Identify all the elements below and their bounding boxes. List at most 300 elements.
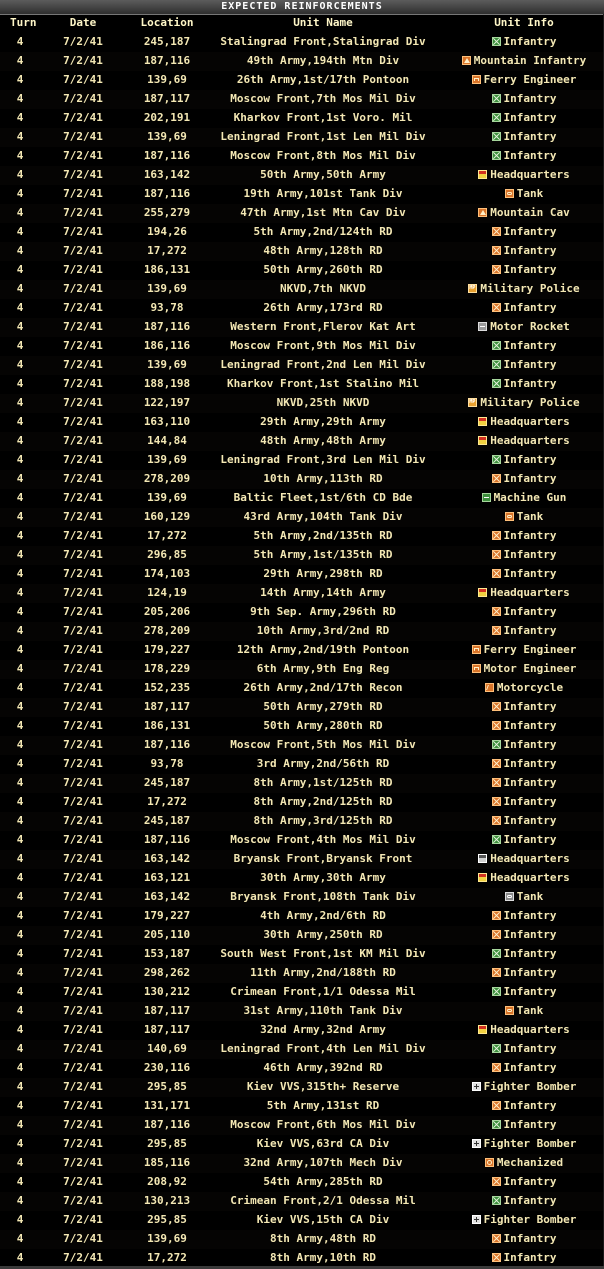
cell-unit-name[interactable]: Moscow Front,6th Mos Mil Div xyxy=(230,1118,416,1131)
cell-location: 163,142 xyxy=(143,852,191,865)
table-row[interactable] xyxy=(0,33,604,52)
unit-type-label: Infantry xyxy=(503,776,557,789)
infantry-orange-icon xyxy=(492,246,501,255)
cell-date: 7/2/41 xyxy=(63,415,103,428)
table-row[interactable] xyxy=(0,831,604,850)
cell-unit-name[interactable]: Kharkov Front,1st Voro. Mil xyxy=(233,111,413,124)
cell-unit-name[interactable]: 5th Army,2nd/124th RD xyxy=(253,225,393,238)
table-row[interactable] xyxy=(0,394,604,413)
cell-location: 122,197 xyxy=(143,396,191,409)
unit-type-label: Headquarters xyxy=(490,871,570,884)
table-row[interactable] xyxy=(0,660,604,679)
cell-unit-name[interactable]: Stalingrad Front,Stalingrad Div xyxy=(220,35,426,48)
cell-unit-info xyxy=(450,1061,598,1074)
table-row[interactable] xyxy=(0,299,604,318)
table-row[interactable] xyxy=(0,318,604,337)
table-row[interactable] xyxy=(0,736,604,755)
cell-turn: 4 xyxy=(16,187,24,200)
header-location[interactable]: Location xyxy=(140,16,194,29)
cell-date: 7/2/41 xyxy=(63,396,103,409)
cell-unit-name[interactable]: 5th Army,131st RD xyxy=(266,1099,380,1112)
cell-unit-info xyxy=(450,415,598,428)
infantry-green-icon xyxy=(492,113,501,122)
motor-rocket-icon xyxy=(478,322,487,331)
cell-turn: 4 xyxy=(16,111,24,124)
cell-turn: 4 xyxy=(16,1118,24,1131)
unit-type-label: Motor Rocket xyxy=(490,320,570,333)
cell-unit-name[interactable]: Bryansk Front,Bryansk Front xyxy=(233,852,413,865)
cell-unit-info xyxy=(450,92,598,105)
table-row[interactable] xyxy=(0,774,604,793)
table-row[interactable] xyxy=(0,280,604,299)
cell-turn: 4 xyxy=(16,909,24,922)
table-row[interactable] xyxy=(0,489,604,508)
tank-icon xyxy=(505,1006,514,1015)
unit-type-label: Infantry xyxy=(503,814,557,827)
unit-type-label: Tank xyxy=(516,187,544,200)
cell-location: 163,121 xyxy=(143,871,191,884)
cell-date: 7/2/41 xyxy=(63,339,103,352)
table-row[interactable] xyxy=(0,1154,604,1173)
table-row[interactable] xyxy=(0,71,604,90)
cell-turn: 4 xyxy=(16,719,24,732)
table-row[interactable] xyxy=(0,793,604,812)
cell-date: 7/2/41 xyxy=(63,662,103,675)
table-row[interactable] xyxy=(0,1097,604,1116)
cell-location: 17,272 xyxy=(147,1251,187,1264)
cell-turn: 4 xyxy=(16,510,24,523)
table-row[interactable] xyxy=(0,451,604,470)
cell-unit-name[interactable]: 8th Army,48th RD xyxy=(270,1232,376,1245)
cell-location: 178,229 xyxy=(143,662,191,675)
table-row[interactable] xyxy=(0,755,604,774)
table-row[interactable] xyxy=(0,356,604,375)
cell-location: 187,116 xyxy=(143,149,191,162)
table-row[interactable] xyxy=(0,1059,604,1078)
cell-unit-name[interactable]: 30th Army,250th RD xyxy=(263,928,383,941)
cell-turn: 4 xyxy=(16,1232,24,1245)
cell-unit-name[interactable]: 46th Army,392nd RD xyxy=(263,1061,383,1074)
cell-unit-info xyxy=(450,1175,598,1188)
cell-unit-info xyxy=(450,434,598,447)
cell-date: 7/2/41 xyxy=(63,301,103,314)
cell-unit-name[interactable]: 10th Army,3rd/2nd RD xyxy=(256,624,390,637)
cell-date: 7/2/41 xyxy=(63,947,103,960)
cell-unit-info xyxy=(450,1251,598,1264)
cell-unit-info xyxy=(450,795,598,808)
cell-turn: 4 xyxy=(16,681,24,694)
cell-unit-info xyxy=(450,73,598,86)
cell-date: 7/2/41 xyxy=(63,168,103,181)
cell-date: 7/2/41 xyxy=(63,491,103,504)
cell-turn: 4 xyxy=(16,529,24,542)
infantry-orange-icon xyxy=(492,816,501,825)
cell-turn: 4 xyxy=(16,339,24,352)
cell-location: 298,262 xyxy=(143,966,191,979)
cell-unit-name[interactable]: 50th Army,280th RD xyxy=(263,719,383,732)
table-row[interactable] xyxy=(0,1211,604,1230)
cell-unit-name[interactable]: Western Front,Flerov Kat Art xyxy=(230,320,416,333)
cell-unit-name[interactable]: Crimean Front,2/1 Odessa Mil xyxy=(230,1194,416,1207)
cell-unit-name[interactable]: 32nd Army,32nd Army xyxy=(260,1023,386,1036)
infantry-orange-icon xyxy=(492,930,501,939)
cell-location: 194,26 xyxy=(147,225,187,238)
table-row[interactable] xyxy=(0,185,604,204)
cell-location: 160,129 xyxy=(143,510,191,523)
cell-turn: 4 xyxy=(16,1156,24,1169)
infantry-green-icon xyxy=(492,132,501,141)
table-row[interactable] xyxy=(0,964,604,983)
cell-date: 7/2/41 xyxy=(63,453,103,466)
cell-unit-name[interactable]: Moscow Front,4th Mos Mil Div xyxy=(230,833,416,846)
unit-type-label: Infantry xyxy=(503,909,557,922)
cell-unit-name[interactable]: 8th Army,10th RD xyxy=(270,1251,376,1264)
cell-location: 139,69 xyxy=(147,130,187,143)
cell-unit-name[interactable]: 6th Army,9th Eng Reg xyxy=(256,662,390,675)
cell-unit-name[interactable]: 50th Army,50th Army xyxy=(260,168,386,181)
table-row[interactable] xyxy=(0,242,604,261)
table-row[interactable] xyxy=(0,565,604,584)
cell-location: 245,187 xyxy=(143,35,191,48)
table-row[interactable] xyxy=(0,413,604,432)
header-unit-info[interactable]: Unit Info xyxy=(494,16,554,29)
cell-unit-name[interactable]: 8th Army,2nd/125th RD xyxy=(253,795,393,808)
cell-turn: 4 xyxy=(16,1023,24,1036)
cell-location: 278,209 xyxy=(143,624,191,637)
table-row[interactable] xyxy=(0,888,604,907)
unit-type-label: Tank xyxy=(516,890,544,903)
unit-type-label: Infantry xyxy=(503,757,557,770)
table-row[interactable] xyxy=(0,432,604,451)
table-row[interactable] xyxy=(0,128,604,147)
infantry-orange-icon xyxy=(492,1063,501,1072)
table-row[interactable] xyxy=(0,1040,604,1059)
cell-unit-info xyxy=(450,244,598,257)
cell-unit-name[interactable]: 11th Army,2nd/188th RD xyxy=(250,966,396,979)
table-row[interactable] xyxy=(0,527,604,546)
table-row[interactable] xyxy=(0,983,604,1002)
header-date[interactable]: Date xyxy=(69,16,97,29)
cell-unit-name[interactable]: Leningrad Front,3rd Len Mil Div xyxy=(220,453,426,466)
cell-unit-name[interactable]: Moscow Front,5th Mos Mil Div xyxy=(230,738,416,751)
cell-unit-info xyxy=(450,662,598,675)
unit-type-label: Infantry xyxy=(503,567,557,580)
cell-unit-name[interactable]: Kiev VVS,315th+ Reserve xyxy=(246,1080,400,1093)
infantry-green-icon xyxy=(492,949,501,958)
cell-date: 7/2/41 xyxy=(63,814,103,827)
cell-unit-name[interactable]: 26th Army,173rd RD xyxy=(263,301,383,314)
cell-unit-name[interactable]: Kiev VVS,15th CA Div xyxy=(256,1213,390,1226)
unit-type-label: Infantry xyxy=(503,453,557,466)
unit-type-label: Infantry xyxy=(503,35,557,48)
cell-unit-name[interactable]: Kharkov Front,1st Stalino Mil xyxy=(226,377,420,390)
table-row[interactable] xyxy=(0,375,604,394)
cell-unit-name[interactable]: 26th Army,2nd/17th Recon xyxy=(243,681,403,694)
cell-unit-name[interactable]: 19th Army,101st Tank Div xyxy=(243,187,403,200)
cell-turn: 4 xyxy=(16,130,24,143)
cell-unit-name[interactable]: 47th Army,1st Mtn Cav Div xyxy=(240,206,406,219)
cell-unit-name[interactable]: 50th Army,279th RD xyxy=(263,700,383,713)
cell-unit-name[interactable]: 3rd Army,2nd/56th RD xyxy=(256,757,390,770)
cell-unit-info xyxy=(450,567,598,580)
cell-unit-name[interactable]: 48th Army,48th Army xyxy=(260,434,386,447)
table-row[interactable] xyxy=(0,641,604,660)
infantry-green-icon xyxy=(492,341,501,350)
table-row[interactable] xyxy=(0,1192,604,1211)
cell-date: 7/2/41 xyxy=(63,149,103,162)
table-row[interactable] xyxy=(0,698,604,717)
cell-location: 17,272 xyxy=(147,244,187,257)
infantry-orange-icon xyxy=(492,474,501,483)
header-unit-name[interactable]: Unit Name xyxy=(293,16,353,29)
cell-unit-name[interactable]: 8th Army,1st/125th RD xyxy=(253,776,393,789)
cell-turn: 4 xyxy=(16,320,24,333)
table-row[interactable] xyxy=(0,546,604,565)
cell-location: 296,85 xyxy=(147,548,187,561)
cell-unit-name[interactable]: Bryansk Front,108th Tank Div xyxy=(230,890,416,903)
cell-unit-name[interactable]: Leningrad Front,2nd Len Mil Div xyxy=(220,358,426,371)
cell-unit-name[interactable]: 32nd Army,107th Mech Div xyxy=(243,1156,403,1169)
unit-type-label: Headquarters xyxy=(490,586,570,599)
unit-type-label: Infantry xyxy=(503,700,557,713)
cell-date: 7/2/41 xyxy=(63,529,103,542)
table-row[interactable] xyxy=(0,603,604,622)
cell-unit-info xyxy=(450,1099,598,1112)
cell-date: 7/2/41 xyxy=(63,871,103,884)
cell-unit-info xyxy=(450,643,598,656)
cell-unit-info xyxy=(450,529,598,542)
cell-unit-name[interactable]: Crimean Front,1/1 Odessa Mil xyxy=(230,985,416,998)
cell-date: 7/2/41 xyxy=(63,719,103,732)
table-row[interactable] xyxy=(0,622,604,641)
cell-unit-info xyxy=(450,1080,598,1093)
table-header xyxy=(0,16,604,33)
cell-unit-name[interactable]: 43rd Army,104th Tank Div xyxy=(243,510,403,523)
unit-type-label: Fighter Bomber xyxy=(483,1213,577,1226)
unit-type-label: Infantry xyxy=(503,130,557,143)
cell-unit-name[interactable]: 49th Army,194th Mtn Div xyxy=(246,54,400,67)
cell-unit-name[interactable]: NKVD,25th NKVD xyxy=(276,396,370,409)
table-row[interactable] xyxy=(0,1002,604,1021)
cell-location: 131,171 xyxy=(143,1099,191,1112)
cell-unit-name[interactable]: 5th Army,2nd/135th RD xyxy=(253,529,393,542)
table-row[interactable] xyxy=(0,109,604,128)
infantry-green-icon xyxy=(492,740,501,749)
cell-date: 7/2/41 xyxy=(63,1156,103,1169)
cell-unit-name[interactable]: 26th Army,1st/17th Pontoon xyxy=(236,73,410,86)
cell-turn: 4 xyxy=(16,453,24,466)
cell-location: 17,272 xyxy=(147,795,187,808)
cell-unit-name[interactable]: Moscow Front,8th Mos Mil Div xyxy=(230,149,416,162)
cell-unit-name[interactable]: Moscow Front,7th Mos Mil Div xyxy=(230,92,416,105)
military-police-icon xyxy=(468,398,477,407)
cell-unit-name[interactable]: South West Front,1st KM Mil Div xyxy=(220,947,426,960)
cell-unit-name[interactable]: Moscow Front,9th Mos Mil Div xyxy=(230,339,416,352)
table-row[interactable] xyxy=(0,679,604,698)
cell-turn: 4 xyxy=(16,301,24,314)
table-row[interactable] xyxy=(0,850,604,869)
table-row[interactable] xyxy=(0,869,604,888)
infantry-orange-icon xyxy=(492,778,501,787)
cell-location: 278,209 xyxy=(143,472,191,485)
cell-date: 7/2/41 xyxy=(63,377,103,390)
table-row[interactable] xyxy=(0,812,604,831)
cell-unit-info xyxy=(450,453,598,466)
unit-type-label: Infantry xyxy=(503,795,557,808)
cell-date: 7/2/41 xyxy=(63,985,103,998)
table-row[interactable] xyxy=(0,1116,604,1135)
cell-unit-name[interactable]: 31st Army,110th Tank Div xyxy=(243,1004,403,1017)
fighter-bomber-icon xyxy=(472,1215,481,1224)
cell-date: 7/2/41 xyxy=(63,130,103,143)
cell-unit-info xyxy=(450,206,598,219)
cell-turn: 4 xyxy=(16,1175,24,1188)
cell-unit-name[interactable]: 50th Army,260th RD xyxy=(263,263,383,276)
cell-turn: 4 xyxy=(16,567,24,580)
cell-unit-name[interactable]: 4th Army,2nd/6th RD xyxy=(260,909,386,922)
cell-turn: 4 xyxy=(16,757,24,770)
unit-type-label: Headquarters xyxy=(490,415,570,428)
cell-turn: 4 xyxy=(16,491,24,504)
cell-location: 245,187 xyxy=(143,814,191,827)
cell-unit-info xyxy=(450,1194,598,1207)
cell-date: 7/2/41 xyxy=(63,92,103,105)
cell-unit-info xyxy=(450,586,598,599)
cell-unit-info xyxy=(450,510,598,523)
motorcycle-icon xyxy=(485,683,494,692)
mountain-cav-icon xyxy=(478,208,487,217)
cell-date: 7/2/41 xyxy=(63,1004,103,1017)
cell-unit-name[interactable]: 5th Army,1st/135th RD xyxy=(253,548,393,561)
header-turn[interactable]: Turn xyxy=(10,16,37,29)
cell-location: 130,212 xyxy=(143,985,191,998)
cell-unit-name[interactable]: 29th Army,298th RD xyxy=(263,567,383,580)
table-row[interactable] xyxy=(0,90,604,109)
cell-location: 163,110 xyxy=(143,415,191,428)
unit-type-label: Infantry xyxy=(503,1099,557,1112)
cell-date: 7/2/41 xyxy=(63,757,103,770)
cell-unit-name[interactable]: 9th Sep. Army,296th RD xyxy=(250,605,396,618)
cell-location: 187,116 xyxy=(143,833,191,846)
tank-icon xyxy=(505,189,514,198)
cell-unit-info xyxy=(450,757,598,770)
table-row[interactable] xyxy=(0,337,604,356)
cell-unit-info xyxy=(450,776,598,789)
cell-unit-name[interactable]: 14th Army,14th Army xyxy=(260,586,386,599)
unit-type-label: Motorcycle xyxy=(496,681,564,694)
cell-location: 187,116 xyxy=(143,187,191,200)
cell-unit-info xyxy=(450,1042,598,1055)
cell-unit-info xyxy=(450,1118,598,1131)
unit-type-label: Infantry xyxy=(503,605,557,618)
cell-location: 139,69 xyxy=(147,453,187,466)
cell-date: 7/2/41 xyxy=(63,1137,103,1150)
table-row[interactable] xyxy=(0,945,604,964)
cell-turn: 4 xyxy=(16,985,24,998)
cell-unit-name[interactable]: 29th Army,29th Army xyxy=(260,415,386,428)
table-row[interactable] xyxy=(0,1078,604,1097)
table-row[interactable] xyxy=(0,1173,604,1192)
cell-unit-name[interactable]: 48th Army,128th RD xyxy=(263,244,383,257)
cell-unit-info xyxy=(450,149,598,162)
cell-unit-info xyxy=(450,491,598,504)
cell-unit-name[interactable]: Leningrad Front,1st Len Mil Div xyxy=(220,130,426,143)
table-row[interactable] xyxy=(0,1021,604,1040)
cell-date: 7/2/41 xyxy=(63,35,103,48)
cell-turn: 4 xyxy=(16,1137,24,1150)
infantry-green-icon xyxy=(492,455,501,464)
cell-turn: 4 xyxy=(16,605,24,618)
cell-unit-name[interactable]: Baltic Fleet,1st/6th CD Bde xyxy=(233,491,413,504)
infantry-orange-icon xyxy=(492,911,501,920)
cell-date: 7/2/41 xyxy=(63,1042,103,1055)
cell-location: 208,92 xyxy=(147,1175,187,1188)
unit-type-label: Infantry xyxy=(503,719,557,732)
table-row[interactable] xyxy=(0,261,604,280)
table-row[interactable] xyxy=(0,223,604,242)
cell-unit-name[interactable]: 54th Army,285th RD xyxy=(263,1175,383,1188)
infantry-green-icon xyxy=(492,379,501,388)
cell-unit-name[interactable]: 8th Army,3rd/125th RD xyxy=(253,814,393,827)
unit-type-label: Infantry xyxy=(503,1232,557,1245)
table-row[interactable] xyxy=(0,907,604,926)
infantry-orange-icon xyxy=(492,550,501,559)
table-row[interactable] xyxy=(0,166,604,185)
unit-type-label: Infantry xyxy=(503,244,557,257)
cell-unit-name[interactable]: Leningrad Front,4th Len Mil Div xyxy=(220,1042,426,1055)
table-row[interactable] xyxy=(0,1135,604,1154)
cell-unit-info xyxy=(450,871,598,884)
cell-unit-name[interactable]: NKVD,7th NKVD xyxy=(279,282,367,295)
cell-unit-info xyxy=(450,890,598,903)
table-row[interactable] xyxy=(0,508,604,527)
cell-turn: 4 xyxy=(16,472,24,485)
unit-type-label: Mountain Infantry xyxy=(473,54,587,67)
table-row[interactable] xyxy=(0,926,604,945)
cell-date: 7/2/41 xyxy=(63,624,103,637)
cell-date: 7/2/41 xyxy=(63,928,103,941)
ferry-engineer-icon xyxy=(472,645,481,654)
table-row[interactable] xyxy=(0,1230,604,1249)
table-row[interactable] xyxy=(0,147,604,166)
table-row[interactable] xyxy=(0,470,604,489)
cell-turn: 4 xyxy=(16,396,24,409)
cell-unit-info xyxy=(450,548,598,561)
cell-turn: 4 xyxy=(16,244,24,257)
cell-unit-name[interactable]: 10th Army,113th RD xyxy=(263,472,383,485)
unit-type-label: Infantry xyxy=(503,1061,557,1074)
table-row[interactable] xyxy=(0,52,604,71)
cell-date: 7/2/41 xyxy=(63,1023,103,1036)
cell-location: 174,103 xyxy=(143,567,191,580)
cell-unit-name[interactable]: 30th Army,30th Army xyxy=(260,871,386,884)
table-row[interactable] xyxy=(0,584,604,603)
cell-unit-info xyxy=(450,168,598,181)
table-row[interactable] xyxy=(0,717,604,736)
cell-turn: 4 xyxy=(16,1194,24,1207)
cell-date: 7/2/41 xyxy=(63,263,103,276)
unit-type-label: Infantry xyxy=(503,111,557,124)
unit-type-label: Headquarters xyxy=(490,434,570,447)
cell-unit-name[interactable]: 12th Army,2nd/19th Pontoon xyxy=(236,643,410,656)
cell-unit-name[interactable]: Kiev VVS,63rd CA Div xyxy=(256,1137,390,1150)
cell-date: 7/2/41 xyxy=(63,54,103,67)
cell-location: 205,206 xyxy=(143,605,191,618)
cell-date: 7/2/41 xyxy=(63,738,103,751)
cell-turn: 4 xyxy=(16,586,24,599)
cell-turn: 4 xyxy=(16,947,24,960)
table-row[interactable] xyxy=(0,204,604,223)
